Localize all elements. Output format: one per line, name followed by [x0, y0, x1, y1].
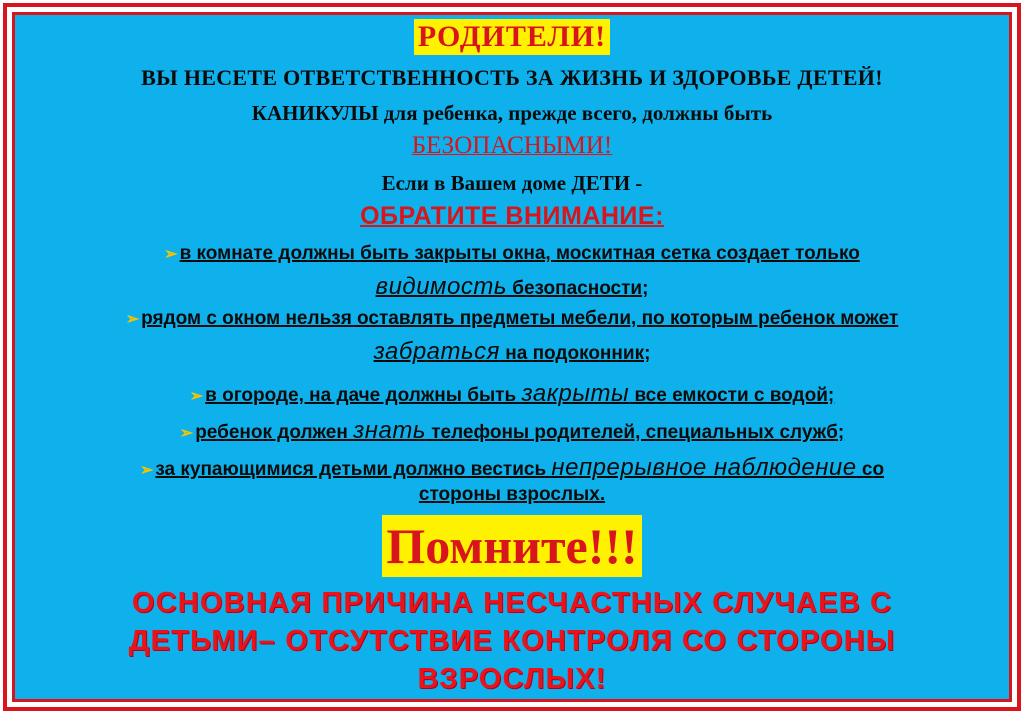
arrow-bullet-icon: ➢ — [164, 246, 178, 263]
remember-banner: Помните!!! — [382, 515, 641, 577]
bullet-text: ребенок должен — [195, 422, 354, 443]
bullet-text: на подоконник; — [499, 343, 651, 364]
bullet-text: в комнате должны быть закрыты окна, москитная сетка создает только — [179, 243, 860, 264]
bullet-text: стороны взрослых. — [418, 484, 606, 505]
bullet-text: за купающимися детьми должно вестись — [155, 459, 552, 480]
bullet-text: рядом с окном нельзя оставлять предметы мебели, по которым ребенок может — [141, 308, 899, 329]
bullet-emphasis: забраться — [373, 338, 500, 365]
children-home-line: Если в Вашем доме ДЕТИ - — [381, 171, 643, 195]
safe-row — [15, 132, 1009, 160]
bullet-emphasis: видимость — [375, 273, 507, 300]
title-row — [15, 19, 1009, 55]
list-item-continuation — [15, 484, 1009, 506]
warning-line-1: ОСНОВНАЯ ПРИЧИНА НЕСЧАСТНЫХ СЛУЧАЕВ С — [131, 587, 893, 619]
attention-heading: ОБРАТИТЕ ВНИМАНИЕ: — [360, 202, 664, 230]
bullet-text: со — [856, 459, 885, 480]
list-item — [15, 380, 1009, 408]
bullet-text: все емкости с водой; — [629, 385, 835, 406]
poster-content — [15, 15, 1009, 699]
bullet-text: телефоны родителей, специальных служб; — [425, 422, 845, 443]
bullet-text: в огороде, на даче должны быть — [205, 385, 522, 406]
headline: ВЫ НЕСЕТЕ ОТВЕТСТВЕННОСТЬ ЗА ЖИЗНЬ И ЗДОРОВЬЕ ДЕТЕЙ! — [141, 65, 883, 90]
list-item-continuation — [15, 273, 1009, 301]
arrow-bullet-icon: ➢ — [189, 388, 204, 405]
remember-row — [15, 515, 1009, 577]
warning-line-3: ВЗРОСЛЫХ! — [417, 663, 607, 695]
arrow-bullet-icon: ➢ — [179, 425, 194, 442]
bullet-emphasis: непрерывное наблюдение — [551, 454, 857, 481]
bullet-text: безопасности; — [506, 278, 649, 299]
list-item — [15, 454, 1009, 482]
holidays-line: КАНИКУЛЫ для ребенка, прежде всего, должны быть — [251, 101, 773, 125]
page-title: РОДИТЕЛИ! — [414, 19, 610, 55]
list-item — [15, 308, 1009, 330]
attention-row — [15, 202, 1009, 231]
bullet-emphasis: закрыты — [521, 380, 630, 407]
list-item-continuation — [15, 338, 1009, 366]
arrow-bullet-icon: ➢ — [139, 462, 154, 479]
bullet-emphasis: знать — [353, 417, 426, 444]
safe-word: БЕЗОПАСНЫМИ! — [411, 132, 613, 159]
list-item — [15, 417, 1009, 445]
arrow-bullet-icon: ➢ — [125, 311, 140, 328]
warning-line-2: ДЕТЬМИ– ОТСУТСТВИЕ КОНТРОЛЯ СО СТОРОНЫ — [128, 625, 896, 657]
list-item — [15, 243, 1009, 265]
